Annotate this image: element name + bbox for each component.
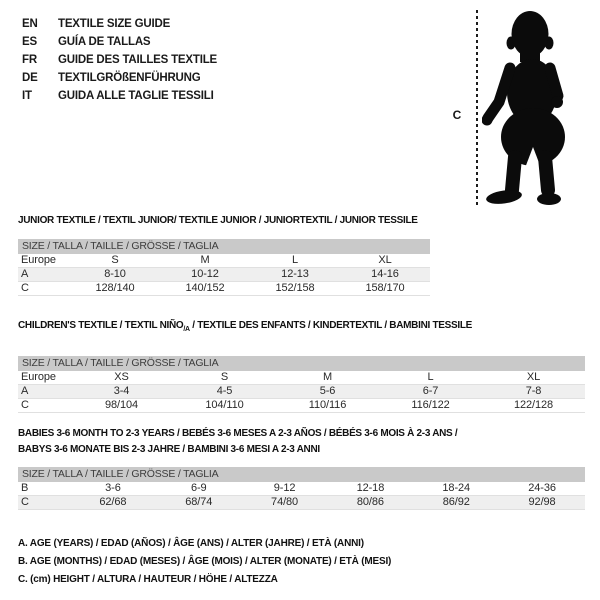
row-cell: 104/110 [205,399,244,411]
row-cell: 12-18 [356,482,385,494]
row-cell: L [427,371,434,383]
table-row [18,482,585,496]
row-label: C [21,282,29,294]
row-cell: XS [114,371,129,383]
table-row [18,496,585,510]
row-cell: 86/92 [442,496,470,508]
row-cell: 8-10 [104,268,126,280]
language-code: FR [22,54,37,66]
row-cell: 158/170 [365,282,405,294]
row-label: Europe [21,254,56,266]
table-row [18,282,430,296]
table-row [18,399,585,413]
table-title-text: CHILDREN'S TEXTILE / TEXTIL NIÑO [18,320,184,331]
row-cell: 9-12 [273,482,296,494]
row-label: Europe [21,371,56,383]
language-code: DE [22,72,38,84]
language-row [22,51,217,69]
row-cell: 98/104 [104,399,139,411]
table-title [18,215,430,227]
row-cell: 80/86 [356,496,384,508]
table-title-line: BABYS 3-6 MONATE BIS 2-3 JAHRE / BAMBINI 3-6 MESI A 2-3 ANNI [18,444,320,455]
row-cell: 68/74 [185,496,213,508]
row-cell: 140/152 [185,282,225,294]
language-row [22,87,217,105]
table-size-header: SIZE / TALLA / TAILLE / GRÖSSE / TAGLIA [18,356,585,371]
row-label: B [21,482,29,494]
table-title [18,426,585,458]
table-size-header: SIZE / TALLA / TAILLE / GRÖSSE / TAGLIA [18,467,585,482]
language-code: ES [22,36,37,48]
language-title: GUIDE DES TAILLES TEXTILE [58,54,217,66]
row-cell: 3-4 [113,385,130,397]
row-cell: XL [378,254,392,266]
row-cell: 122/128 [513,399,554,411]
row-cell: 110/116 [308,399,347,411]
row-label: A [21,268,29,280]
row-cell: S [220,371,229,383]
row-cell: 12-13 [281,268,309,280]
height-dotted-line [476,10,478,206]
row-cell: 128/140 [95,282,135,294]
row-cell: M [200,254,210,266]
language-row [22,33,217,51]
row-cell: 7-8 [525,385,542,397]
row-cell: 152/158 [275,282,315,294]
row-cell: 116/122 [411,399,450,411]
language-code: EN [22,18,38,30]
measurement-label-c: C [452,108,462,122]
language-title: TEXTILGRÖßENFÜHRUNG [58,72,201,84]
language-header [22,15,217,105]
size-table-children [18,320,585,413]
table-row [18,385,585,399]
row-cell: 4-5 [216,385,233,397]
row-cell: 14-16 [371,268,399,280]
table-title-line: JUNIOR TEXTILE / TEXTIL JUNIOR/ TEXTILE JUNIOR / JUNIORTEXTIL / JUNIOR TESSILE [18,215,418,226]
row-cell: 6-7 [422,385,439,397]
row-cell: 24-36 [528,482,556,494]
row-label: C [21,496,29,508]
row-cell: 62/68 [99,496,127,508]
row-label: C [21,399,29,411]
language-title: GUIDA ALLE TAGLIE TESSILI [58,90,214,102]
table-size-header: SIZE / TALLA / TAILLE / GRÖSSE / TAGLIA [18,239,430,254]
row-cell: 5-6 [319,385,336,397]
row-cell: 10-12 [191,268,219,280]
toddler-silhouette [482,4,597,216]
size-table-junior [18,215,430,296]
row-cell: 6-9 [190,482,207,494]
row-cell: XL [526,371,541,383]
row-cell: L [291,254,299,266]
table-title-subscript: /A [183,326,190,333]
size-table-babies [18,426,585,510]
row-cell: 92/98 [528,496,556,508]
table-row [18,268,430,282]
measurement-legend [18,535,391,589]
row-cell: 18-24 [442,482,471,494]
table-row [18,371,585,385]
row-cell: 74/80 [271,496,299,508]
language-row [22,15,217,33]
table-title-text: / TEXTILE DES ENFANTS / KINDERTEXTIL / BAMBINI TESSILE [189,320,473,331]
footnote-line: C. (cm) HEIGHT / ALTURA / HAUTEUR / HÖHE / ALTEZZA [18,574,278,585]
table-title [18,320,585,336]
table-row [18,254,430,268]
language-title: TEXTILE SIZE GUIDE [58,18,171,30]
row-cell: S [111,254,119,266]
row-cell: 3-6 [105,482,121,494]
table-title-line: BABIES 3-6 MONTH TO 2-3 YEARS / BEBÉS 3-6 MESES A 2-3 AÑOS / BÉBÉS 3-6 MOIS À 2-3 ANS / [18,428,458,439]
footnote-line: A. AGE (YEARS) / EDAD (AÑOS) / ÂGE (ANS) / ALTER (JAHRE) / ETÀ (ANNI) [18,538,364,549]
row-cell: M [322,371,333,383]
footnote-line: B. AGE (MONTHS) / EDAD (MESES) / ÂGE (MOIS) / ALTER (MONATE) / ETÀ (MESI) [18,556,392,567]
language-title: GUÍA DE TALLAS [58,36,151,48]
language-row [22,69,217,87]
language-code: IT [22,90,32,102]
row-label: A [21,385,29,397]
